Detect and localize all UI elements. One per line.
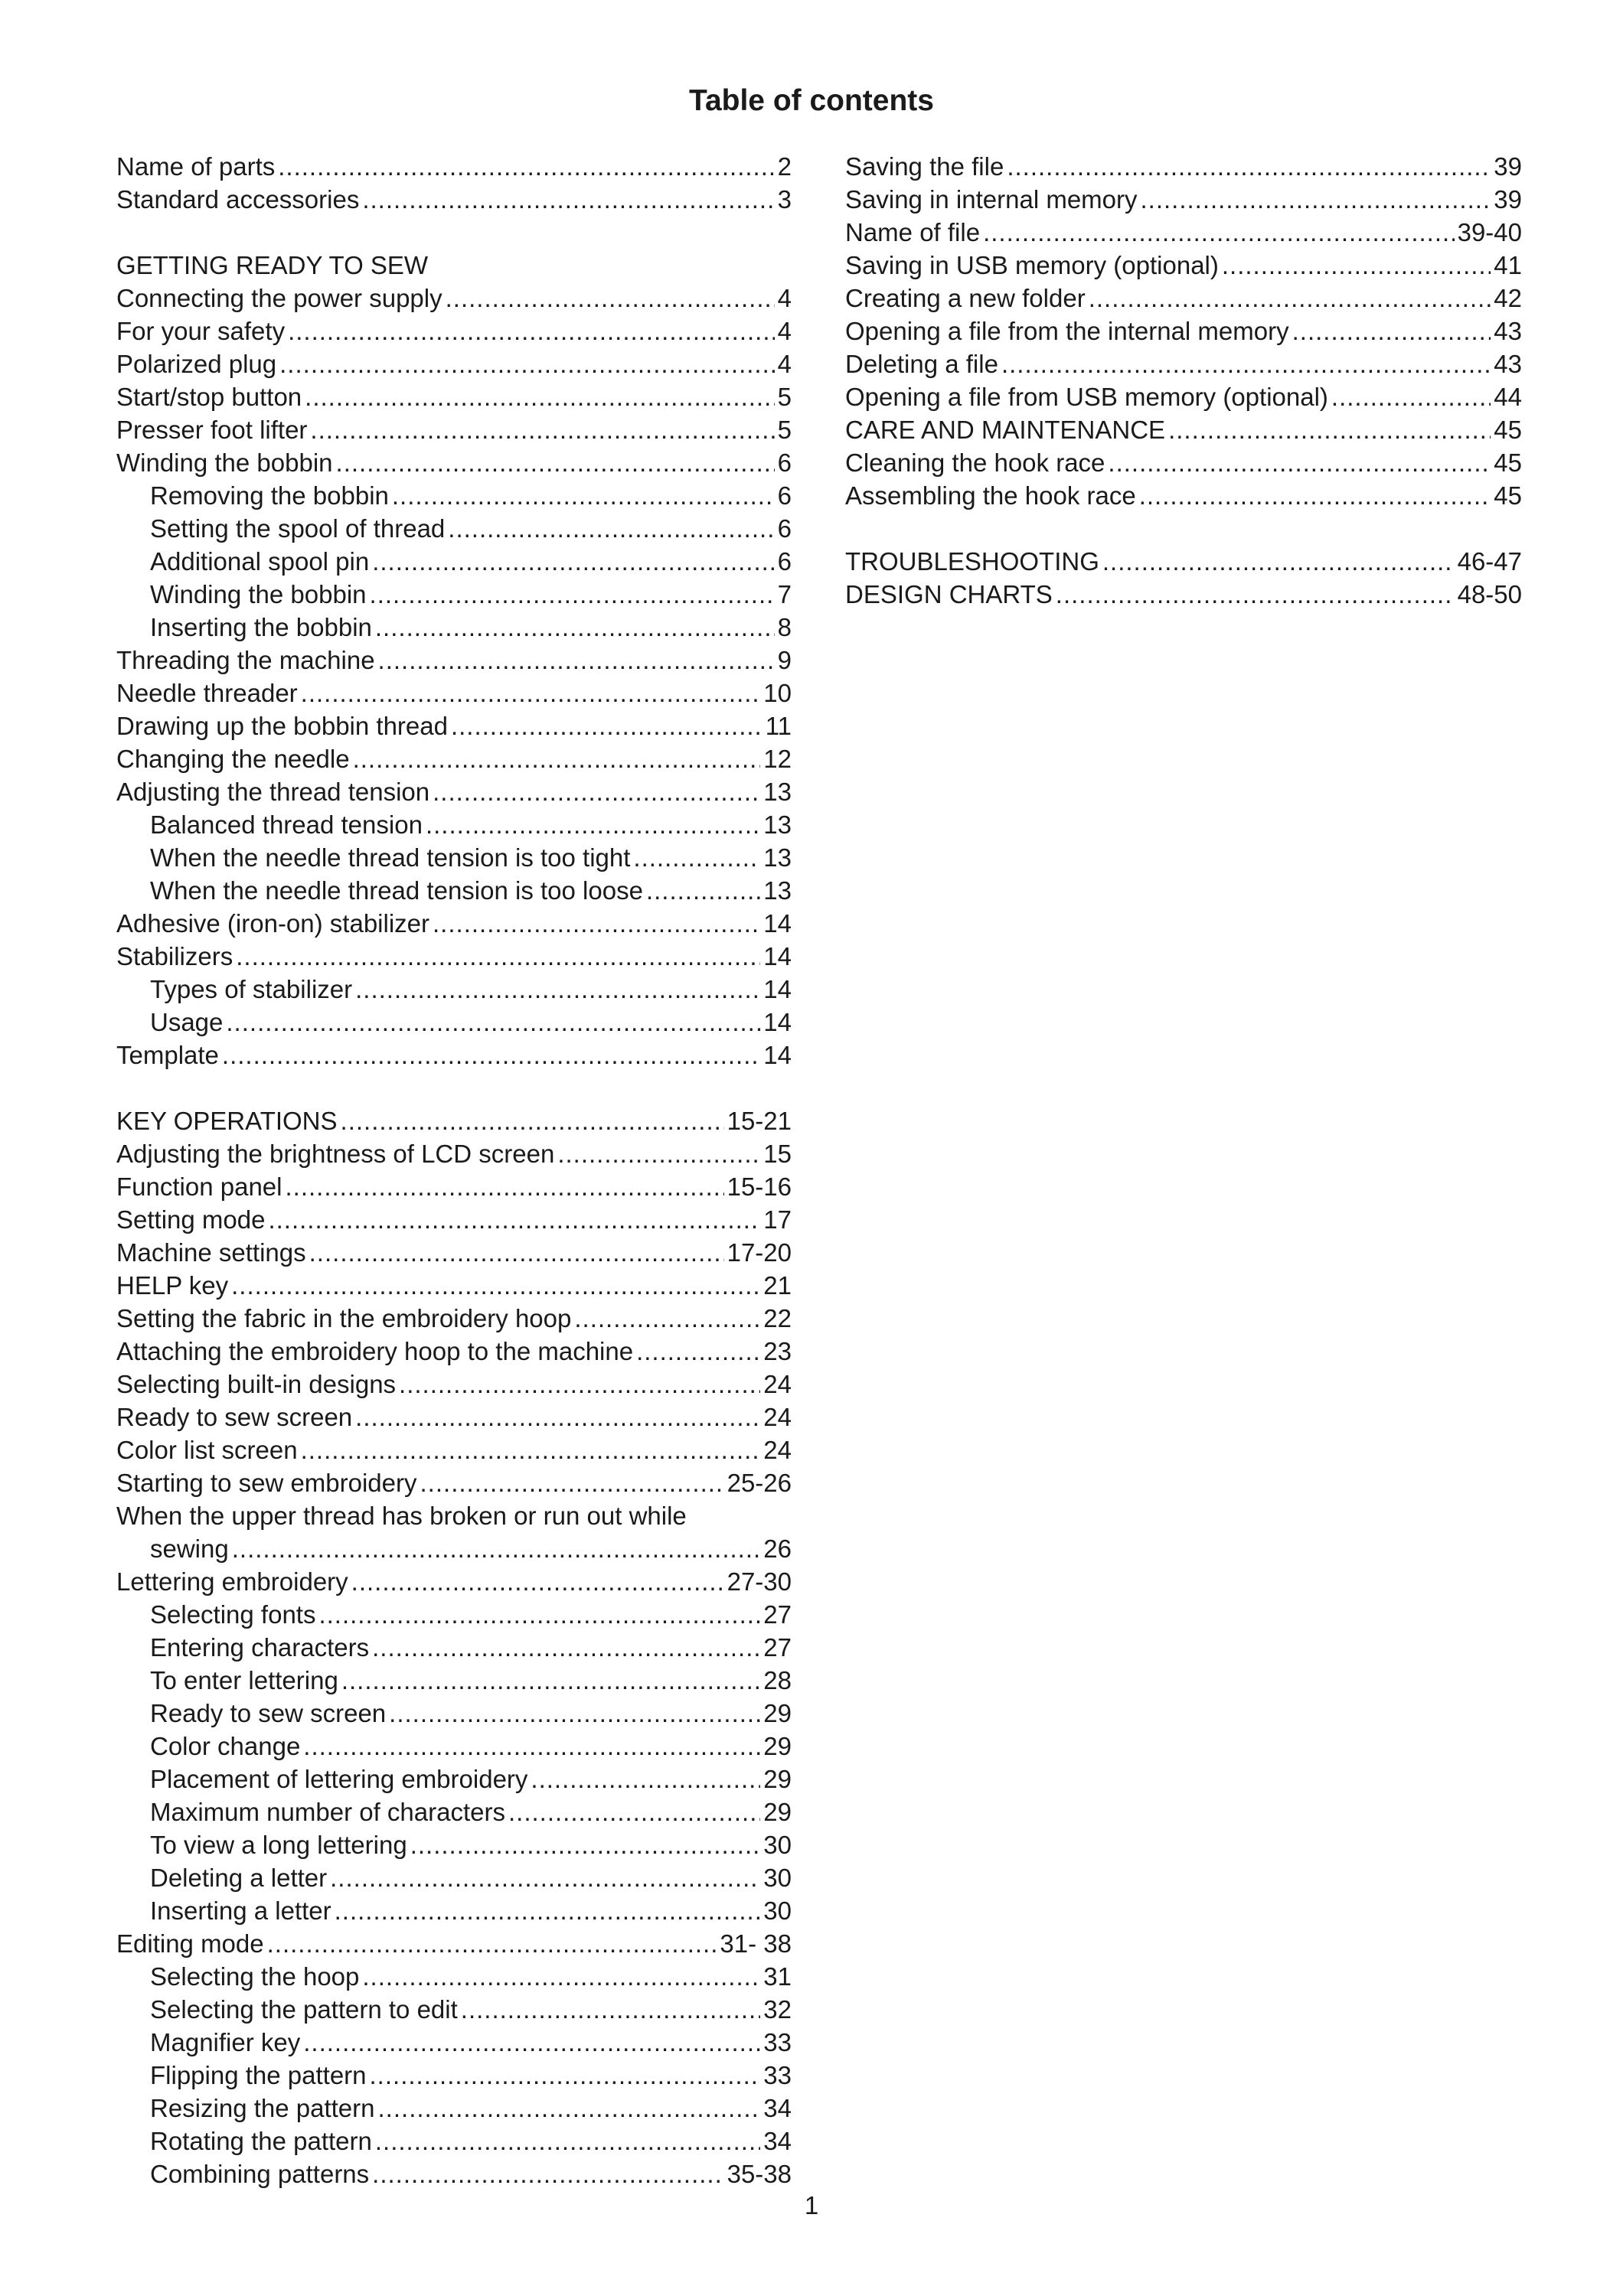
dot-leader — [232, 1532, 761, 1565]
dot-leader — [341, 1104, 724, 1137]
toc-entry[interactable] — [116, 1203, 792, 1236]
dot-leader — [309, 1236, 724, 1269]
dot-leader — [531, 1763, 760, 1795]
toc-entry-page: 39 — [1494, 152, 1522, 181]
toc-entry-page: 24 — [763, 1403, 792, 1431]
spacer — [845, 512, 1522, 545]
dot-leader — [557, 1137, 760, 1170]
toc-entry-label: Entering characters — [150, 1633, 370, 1662]
toc-entry-label: Inserting the bobbin — [150, 613, 372, 641]
dot-leader — [370, 2059, 761, 2092]
toc-entry-label: sewing — [150, 1534, 229, 1563]
toc-entry-label: Name of file — [845, 218, 981, 246]
dot-leader — [301, 1433, 761, 1466]
toc-subentry[interactable] — [116, 2157, 792, 2190]
toc-entry-label: To view a long lettering — [150, 1831, 407, 1859]
toc-entry-page: 30 — [763, 1896, 792, 1925]
toc-entry-label: Deleting a letter — [150, 1864, 328, 1892]
dot-leader — [451, 709, 763, 742]
dot-leader — [1139, 479, 1491, 512]
toc-entry-label-line1[interactable]: When the upper thread has broken or run out while — [116, 1502, 687, 1530]
dot-leader — [983, 216, 1455, 249]
dot-leader — [222, 1039, 760, 1071]
toc-entry-page: 46-47 — [1457, 547, 1522, 576]
toc-entry-page: 24 — [763, 1370, 792, 1398]
toc-entry-page: 5 — [777, 383, 792, 411]
toc-entry-label: Connecting the power supply — [116, 284, 442, 312]
toc-entry-label: Types of stabilizer — [150, 975, 353, 1003]
toc-entry[interactable] — [116, 282, 792, 315]
toc-entry[interactable] — [845, 282, 1522, 315]
toc-subentry[interactable] — [116, 1598, 792, 1631]
toc-entry-page: 3 — [777, 185, 792, 214]
toc-entry-label: Selecting the hoop — [150, 1962, 360, 1991]
toc-entry[interactable] — [116, 1368, 792, 1401]
toc-entry-page: 13 — [763, 778, 792, 806]
dot-leader — [303, 1730, 760, 1763]
dot-leader — [446, 282, 775, 315]
toc-entry-label: Selecting fonts — [150, 1600, 316, 1629]
toc-entry-page: 29 — [763, 1765, 792, 1793]
toc-entry-page: 22 — [763, 1304, 792, 1332]
toc-entry-label: Start/stop button — [116, 383, 302, 411]
toc-entry[interactable] — [845, 249, 1522, 282]
toc-entry-page: 23 — [763, 1337, 792, 1365]
dot-leader — [461, 1993, 761, 2026]
dot-leader — [1168, 413, 1491, 446]
dot-leader — [236, 940, 760, 973]
toc-entry[interactable] — [116, 1927, 792, 1960]
toc-entry-page: 8 — [777, 613, 792, 641]
toc-subentry[interactable] — [116, 973, 792, 1006]
dot-leader — [378, 644, 775, 677]
toc-subentry[interactable] — [116, 2026, 792, 2059]
toc-entry-label: Placement of lettering embroidery — [150, 1765, 528, 1793]
toc-subentry[interactable] — [116, 2125, 792, 2157]
toc-entry[interactable] — [845, 315, 1522, 347]
toc-subentry[interactable] — [116, 1006, 792, 1039]
toc-entry-label: When the needle thread tension is too tight — [150, 843, 631, 872]
toc-entry-page: 29 — [763, 1699, 792, 1727]
toc-entry[interactable] — [116, 413, 792, 446]
toc-subentry[interactable] — [116, 841, 792, 874]
toc-entry-label: Attaching the embroidery hoop to the machine — [116, 1337, 634, 1365]
toc-entry-label: Stabilizers — [116, 942, 233, 970]
toc-entry-page: 27 — [763, 1600, 792, 1629]
toc-entry[interactable] — [116, 1335, 792, 1368]
toc-entry-label: Inserting a letter — [150, 1896, 331, 1925]
toc-entry-label: Maximum number of characters — [150, 1798, 505, 1826]
toc-entry[interactable] — [845, 479, 1522, 512]
toc-entry-label: Drawing up the bobbin thread — [116, 712, 448, 740]
dot-leader — [335, 1894, 761, 1927]
dot-leader — [303, 2026, 760, 2059]
toc-entry[interactable] — [845, 380, 1522, 413]
toc-entry-label: Saving the file — [845, 152, 1004, 181]
dot-leader — [1056, 578, 1455, 611]
dot-leader — [267, 1927, 717, 1960]
toc-entry-label: DESIGN CHARTS — [845, 580, 1053, 608]
toc-entry-page: 44 — [1494, 383, 1522, 411]
toc-entry[interactable] — [116, 1170, 792, 1203]
toc-entry-page: 42 — [1494, 284, 1522, 312]
toc-entry-page: 31- 38 — [720, 1929, 792, 1958]
toc-subentry[interactable] — [116, 2092, 792, 2125]
toc-entry-label: TROUBLESHOOTING — [845, 547, 1099, 576]
toc-subentry[interactable] — [116, 611, 792, 644]
toc-entry[interactable] — [116, 1269, 792, 1302]
toc-subentry[interactable] — [116, 578, 792, 611]
dot-leader — [389, 1697, 760, 1730]
toc-entry-label: Adjusting the brightness of LCD screen — [116, 1140, 555, 1168]
dot-leader — [1089, 282, 1491, 315]
toc-entry[interactable] — [116, 347, 792, 380]
dot-leader — [433, 775, 760, 808]
toc-entry[interactable] — [116, 1565, 792, 1598]
toc-entry[interactable] — [116, 1401, 792, 1433]
toc-entry-page: 27-30 — [727, 1567, 792, 1596]
toc-entry-label: Machine settings — [116, 1238, 306, 1267]
dot-leader — [1001, 347, 1491, 380]
toc-subentry[interactable] — [116, 1861, 792, 1894]
toc-entry-label: Removing the bobbin — [150, 481, 389, 510]
toc-entry-label: Combining patterns — [150, 2160, 370, 2188]
toc-entry[interactable] — [116, 1104, 792, 1137]
toc-entry-page: 43 — [1494, 350, 1522, 378]
toc-entry[interactable] — [845, 413, 1522, 446]
toc-entry-label: Rotating the pattern — [150, 2127, 372, 2155]
toc-entry-page: 7 — [777, 580, 792, 608]
toc-subentry[interactable] — [116, 545, 792, 578]
toc-entry-page: 30 — [763, 1864, 792, 1892]
toc-entry-label: Creating a new folder — [845, 284, 1086, 312]
toc-entry[interactable] — [116, 775, 792, 808]
toc-entry-label: Selecting the pattern to edit — [150, 1995, 458, 2024]
toc-entry-page: 41 — [1494, 251, 1522, 279]
toc-entry-label: Opening a file from USB memory (optional) — [845, 383, 1328, 411]
toc-entry[interactable] — [116, 1302, 792, 1335]
toc-entry-page: 5 — [777, 416, 792, 444]
toc-subentry[interactable] — [116, 874, 792, 907]
dot-leader — [636, 1335, 760, 1368]
toc-subentry[interactable] — [116, 1631, 792, 1664]
toc-entry[interactable] — [845, 347, 1522, 380]
toc-entry[interactable] — [116, 1433, 792, 1466]
dot-leader — [318, 1598, 760, 1631]
toc-entry[interactable] — [116, 150, 792, 183]
toc-entry[interactable] — [116, 1236, 792, 1269]
toc-entry-page: 12 — [763, 745, 792, 773]
toc-entry[interactable] — [116, 315, 792, 347]
toc-entry-label: Changing the needle — [116, 745, 350, 773]
dot-leader — [1331, 380, 1491, 413]
toc-entry-label: Adjusting the thread tension — [116, 778, 430, 806]
toc-subentry[interactable] — [116, 2059, 792, 2092]
toc-entry-label: Resizing the pattern — [150, 2094, 375, 2122]
toc-entry-page: 29 — [763, 1732, 792, 1760]
toc-entry-page: 45 — [1494, 481, 1522, 510]
dot-leader — [375, 2125, 760, 2157]
toc-entry-page: 32 — [763, 1995, 792, 2024]
toc-entry-label: Balanced thread tension — [150, 810, 423, 839]
dot-leader — [508, 1795, 760, 1828]
toc-entry-page: 17-20 — [727, 1238, 792, 1267]
toc-entry-label: Ready to sew screen — [150, 1699, 387, 1727]
toc-entry-page: 14 — [763, 975, 792, 1003]
toc-entry-page: 13 — [763, 810, 792, 839]
toc-entry[interactable] — [845, 150, 1522, 183]
toc-entry-page: 25-26 — [727, 1469, 792, 1497]
toc-entry-label: Usage — [150, 1008, 224, 1036]
dot-leader — [1141, 183, 1491, 216]
toc-entry[interactable] — [845, 216, 1522, 249]
toc-entry-page: 15-21 — [727, 1107, 792, 1135]
toc-entry-page: 6 — [777, 481, 792, 510]
toc-column-right — [845, 150, 1522, 611]
toc-subentry[interactable] — [116, 1993, 792, 2026]
toc-entry-label: KEY OPERATIONS — [116, 1107, 338, 1135]
toc-entry-label: Cleaning the hook race — [845, 448, 1105, 477]
toc-entry-label: Additional spool pin — [150, 547, 370, 576]
toc-entry-label: Color change — [150, 1732, 301, 1760]
toc-entry-label: Editing mode — [116, 1929, 264, 1958]
dot-leader — [341, 1664, 760, 1697]
dot-leader — [268, 1203, 760, 1236]
toc-entry[interactable] — [845, 578, 1522, 611]
toc-entry-page: 6 — [777, 547, 792, 576]
toc-entry-page: 33 — [763, 2028, 792, 2056]
toc-entry[interactable] — [116, 1039, 792, 1071]
toc-entry-label: Flipping the pattern — [150, 2061, 367, 2089]
toc-entry-page: 4 — [777, 284, 792, 312]
toc-subentry[interactable] — [116, 1763, 792, 1795]
toc-subentry[interactable] — [116, 1960, 792, 1993]
toc-entry[interactable] — [116, 742, 792, 775]
toc-entry-page: 39-40 — [1457, 218, 1522, 246]
dot-leader — [305, 380, 774, 413]
toc-entry-label: Selecting built-in designs — [116, 1370, 397, 1398]
toc-entry[interactable] — [116, 940, 792, 973]
dot-leader — [370, 578, 775, 611]
toc-subentry[interactable] — [116, 1894, 792, 1927]
dot-leader — [372, 2157, 723, 2190]
toc-entry-label: Function panel — [116, 1172, 282, 1201]
toc-entry-page: 14 — [763, 909, 792, 938]
toc-entry-label: Ready to sew screen — [116, 1403, 353, 1431]
toc-entry-page: 39 — [1494, 185, 1522, 214]
toc-entry-label: Threading the machine — [116, 646, 375, 674]
dot-leader — [288, 315, 775, 347]
dot-leader — [355, 1401, 760, 1433]
dot-leader — [375, 611, 775, 644]
toc-entry-page: 45 — [1494, 448, 1522, 477]
toc-entry[interactable] — [845, 446, 1522, 479]
toc-entry-page: 6 — [777, 448, 792, 477]
toc-entry-label: Setting the fabric in the embroidery hoop — [116, 1304, 572, 1332]
dot-leader — [420, 1466, 724, 1499]
toc-entry-label: Magnifier key — [150, 2028, 301, 2056]
toc-entry-page: 4 — [777, 317, 792, 345]
toc-entry-continuation[interactable] — [116, 1532, 792, 1565]
toc-entry[interactable] — [116, 644, 792, 677]
toc-entry-page: 4 — [777, 350, 792, 378]
toc-entry[interactable] — [116, 1466, 792, 1499]
dot-leader — [633, 841, 760, 874]
toc-entry-label: Deleting a file — [845, 350, 998, 378]
toc-subentry[interactable] — [116, 1664, 792, 1697]
toc-entry[interactable] — [116, 183, 792, 216]
toc-entry-page: 31 — [763, 1962, 792, 1991]
toc-entry-label: Saving in USB memory (optional) — [845, 251, 1219, 279]
page-title: Table of contents — [689, 84, 934, 117]
toc-subentry[interactable] — [116, 1795, 792, 1828]
dot-leader — [362, 1960, 760, 1993]
toc-entry-label: Starting to sew embroidery — [116, 1469, 417, 1497]
toc-subentry[interactable] — [116, 512, 792, 545]
toc-entry-page: 35-38 — [727, 2160, 792, 2188]
dot-leader — [372, 1631, 760, 1664]
toc-entry-label: HELP key — [116, 1271, 229, 1300]
toc-entry-page: 9 — [777, 646, 792, 674]
dot-leader — [426, 808, 760, 841]
toc-entry[interactable] — [116, 677, 792, 709]
toc-entry[interactable] — [845, 183, 1522, 216]
toc-entry-label: Adhesive (iron-on) stabilizer — [116, 909, 430, 938]
toc-entry-label: When the needle thread tension is too loose — [150, 876, 643, 905]
toc-entry-label: Color list screen — [116, 1436, 298, 1464]
toc-entry[interactable] — [845, 545, 1522, 578]
toc-entry[interactable] — [116, 380, 792, 413]
toc-entry[interactable] — [116, 1137, 792, 1170]
toc-entry-label: Setting the spool of thread — [150, 514, 446, 543]
toc-entry-page: 34 — [763, 2127, 792, 2155]
toc-subentry[interactable] — [116, 479, 792, 512]
dot-leader — [1222, 249, 1491, 282]
toc-entry-page: 2 — [777, 152, 792, 181]
toc-entry-page: 13 — [763, 876, 792, 905]
toc-entry-page: 15-16 — [727, 1172, 792, 1201]
toc-entry-page: 21 — [763, 1271, 792, 1300]
toc-entry-page: 13 — [763, 843, 792, 872]
toc-entry-label: Setting mode — [116, 1205, 266, 1234]
dot-leader — [646, 874, 760, 907]
toc-entry-page: 28 — [763, 1666, 792, 1694]
toc-entry-label: Opening a file from the internal memory — [845, 317, 1289, 345]
toc-entry-page: 14 — [763, 942, 792, 970]
toc-entry-page: 24 — [763, 1436, 792, 1464]
toc-entry[interactable] — [116, 446, 792, 479]
dot-leader — [355, 973, 760, 1006]
toc-entry-label: Needle threader — [116, 679, 298, 707]
dot-leader — [351, 1565, 724, 1598]
toc-subentry[interactable] — [116, 1697, 792, 1730]
toc-entry-page: 26 — [763, 1534, 792, 1563]
toc-entry-page: 33 — [763, 2061, 792, 2089]
dot-leader — [353, 742, 761, 775]
toc-column-left — [116, 150, 792, 2190]
dot-leader — [433, 907, 760, 940]
dot-leader — [278, 150, 774, 183]
toc-entry[interactable] — [116, 709, 792, 742]
toc-entry-page: 14 — [763, 1008, 792, 1036]
dot-leader — [301, 677, 761, 709]
dot-leader — [1102, 545, 1455, 578]
dot-leader — [1007, 150, 1491, 183]
toc-entry-page: 15 — [763, 1140, 792, 1168]
section-heading: GETTING READY TO SEW — [116, 251, 429, 279]
toc-entry-page: 29 — [763, 1798, 792, 1826]
dot-leader — [378, 2092, 761, 2125]
dot-leader — [574, 1302, 760, 1335]
dot-leader — [279, 347, 775, 380]
dot-leader — [330, 1861, 760, 1894]
toc-entry-page: 45 — [1494, 416, 1522, 444]
toc-entry-page: 17 — [763, 1205, 792, 1234]
dot-leader — [336, 446, 775, 479]
toc-entry-label: Standard accessories — [116, 185, 360, 214]
dot-leader — [392, 479, 775, 512]
toc-entry-page: 6 — [777, 514, 792, 543]
toc-entry-label: Presser foot lifter — [116, 416, 308, 444]
dot-leader — [1108, 446, 1491, 479]
toc-entry-label: Polarized plug — [116, 350, 277, 378]
toc-entry-page: 14 — [763, 1041, 792, 1069]
dot-leader — [231, 1269, 760, 1302]
toc-entry-page: 43 — [1494, 317, 1522, 345]
toc-entry-label: For your safety — [116, 317, 286, 345]
dot-leader — [399, 1368, 760, 1401]
toc-entry-label: Template — [116, 1041, 219, 1069]
dot-leader — [226, 1006, 760, 1039]
toc-entry-label: Name of parts — [116, 152, 276, 181]
spacer — [116, 216, 792, 249]
toc-entry-page: 11 — [765, 712, 792, 740]
toc-entry-label: Lettering embroidery — [116, 1567, 348, 1596]
toc-entry-label: To enter lettering — [150, 1666, 338, 1694]
dot-leader — [285, 1170, 723, 1203]
toc-entry-page: 34 — [763, 2094, 792, 2122]
toc-subentry[interactable] — [116, 808, 792, 841]
dot-leader — [1292, 315, 1491, 347]
toc-entry-label: Saving in internal memory — [845, 185, 1138, 214]
toc-entry-page: 48-50 — [1457, 580, 1522, 608]
toc-entry-label: Assembling the hook race — [845, 481, 1136, 510]
page-number: 1 — [804, 2191, 819, 2219]
dot-leader — [362, 183, 774, 216]
toc-entry-label: Winding the bobbin — [150, 580, 367, 608]
toc-subentry[interactable] — [116, 1828, 792, 1861]
dot-leader — [410, 1828, 761, 1861]
toc-entry-page: 27 — [763, 1633, 792, 1662]
toc-entry-label: Winding the bobbin — [116, 448, 333, 477]
dot-leader — [372, 545, 774, 578]
toc-entry-page: 10 — [763, 679, 792, 707]
spacer — [116, 1071, 792, 1104]
dot-leader — [310, 413, 774, 446]
dot-leader — [448, 512, 774, 545]
toc-entry-label: CARE AND MAINTENANCE — [845, 416, 1166, 444]
toc-entry-page: 30 — [763, 1831, 792, 1859]
toc-entry[interactable] — [116, 907, 792, 940]
toc-subentry[interactable] — [116, 1730, 792, 1763]
